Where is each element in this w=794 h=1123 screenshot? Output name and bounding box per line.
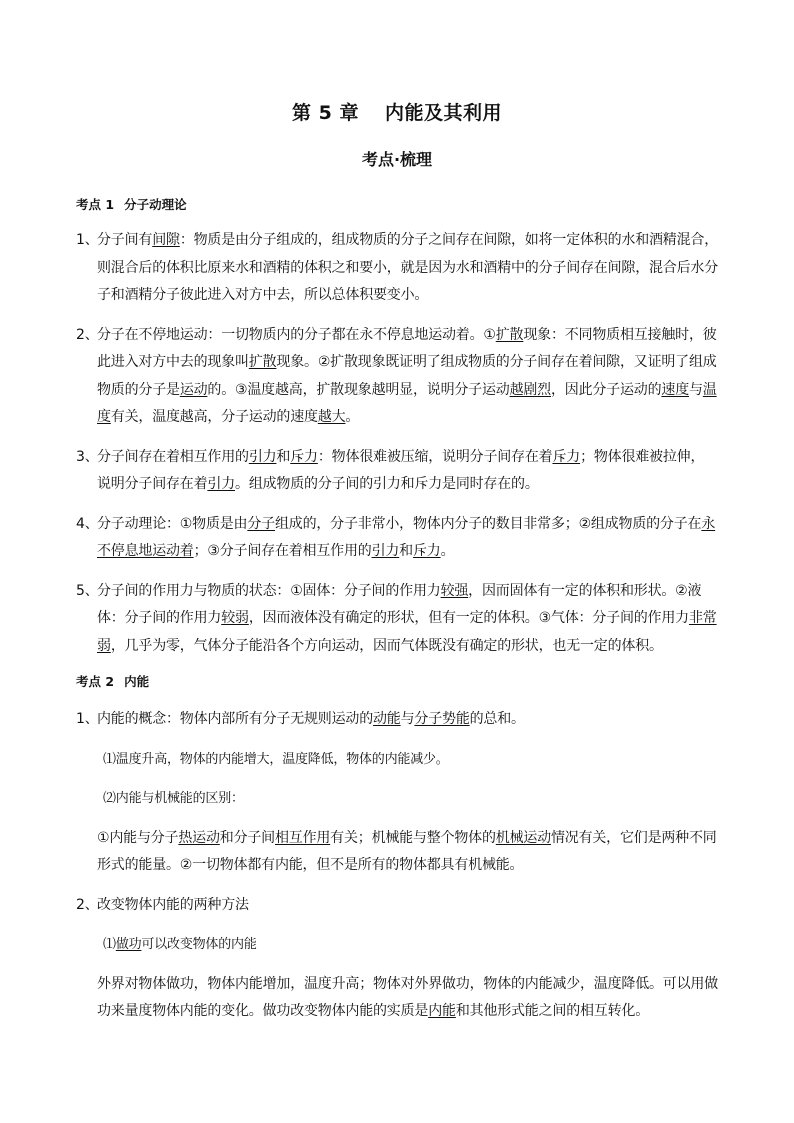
kd2-sub-1: ⑴温度升高，物体的内能增大，温度降低，物体的内能减少。: [103, 751, 449, 767]
key-term: 越剧烈: [509, 381, 551, 398]
text-run: 分子间有: [97, 232, 153, 248]
text-run: 组成的，分子非常小，物体内分子的数目非常多；②组成物质的分子在: [274, 515, 702, 532]
text-run: 分子在不停地运动：一切物质内的分子都在永不停息地运动着。①: [97, 326, 496, 343]
text-run: 与: [400, 711, 415, 727]
text-run: 可以改变物体的内能: [141, 937, 257, 952]
kaodian-1-title: 分子动理论: [124, 197, 187, 212]
key-term: 速度: [661, 381, 689, 398]
text-run: ①内能与分子: [97, 829, 179, 846]
key-term: 非常弱: [97, 610, 717, 654]
key-term: 扩散: [495, 326, 524, 343]
text-run: 和: [399, 543, 413, 559]
key-term: 引力: [248, 448, 277, 465]
text-run: ，几乎为零，气体分子能沿各个方向运动，因而气体既没有确定的形状，也无一定的体积。: [110, 637, 663, 654]
kd2-item-2: [76, 892, 718, 920]
key-term: 做功: [115, 937, 142, 952]
kd2-sub-5: [76, 971, 718, 1026]
key-term: 斥力: [290, 448, 318, 465]
text-run: 。: [440, 543, 455, 559]
text-run: 的。③温度越高，扩散现象越明显，说明分子运动: [207, 381, 510, 398]
text-run: ：物质是由分子组成的，组成物质的分子之间存在间隙，如将一定体积的水和酒精混合，则混合后的体积比原来水和酒精的体积之和要小，就是因为水和酒精中的分子间存在间隙，混合后水分子和酒精分子彼此进入对方中去，所以总体积要变小。: [97, 232, 719, 303]
kd1-item-4: [76, 511, 718, 566]
text-run: ⑴: [103, 937, 116, 952]
kd1-item-1: [76, 227, 718, 310]
key-term: 较弱: [221, 610, 249, 626]
text-run: 与: [689, 381, 703, 398]
kd1-item-5: [76, 578, 718, 661]
text-run: 和分子间: [219, 829, 275, 846]
item-number: 1、: [76, 711, 99, 727]
text-run: 。: [345, 409, 360, 425]
key-term: 永不停息地运动着: [97, 515, 716, 559]
key-term: 内能: [428, 1003, 456, 1019]
chapter-name: 内能及其利用: [384, 102, 502, 124]
text-run: 。组成物质的分子间的引力和斥力是同时存在的。: [235, 476, 539, 492]
key-term: 机械运动: [495, 829, 551, 846]
text-run: 现象。②扩散现象既证明了组成物质的分子间存在着间隙，又证明了组成物质的分子是: [97, 354, 717, 398]
text-run: 外界对物体做功，物体内能增加，温度升高；物体对外界做功，物体的内能减少，温度降低。可以用做功来量度物体内能的变化。做功改变物体内能的实质是: [97, 975, 718, 1019]
kd1-item-3: [76, 444, 718, 499]
text-run: ，因而固体有一定的体积和形状。②液体：分子间的作用力: [97, 582, 702, 626]
text-run: 现象：不同物质相互接触时，彼此进入对方中去的现象叫: [97, 326, 717, 370]
text-run: 分子间存在着相互作用的: [97, 448, 249, 465]
section-title: 考点·梳理: [361, 150, 433, 169]
text-run: 分子动理论：①物质是由: [97, 515, 248, 532]
item-number: 4、: [76, 515, 99, 532]
text-run: 的总和。: [469, 711, 525, 727]
text-run: ；物体很难被拉伸，说明分子间存在着: [97, 448, 705, 492]
key-term: 越大: [317, 409, 346, 425]
item-number: 3、: [76, 448, 99, 465]
key-term: 较强: [440, 582, 469, 599]
text-run: 有关，温度越高，分子运动的速度: [110, 409, 318, 425]
text-run: 内能的概念：物体内部所有分子无规则运动的: [97, 711, 373, 727]
kd1-item-2: [76, 322, 718, 432]
kaodian-1-heading: [76, 195, 718, 215]
kd2-sub-4: [76, 931, 718, 959]
kaodian-2-label: 考点 2: [76, 674, 115, 689]
text-run: 改变物体内能的两种方法: [97, 896, 249, 913]
key-term: 相互作用: [274, 829, 331, 846]
item-number: 2、: [76, 896, 99, 913]
text-run: ，因而液体没有确定的形状，但有一定的体积。③气体：分子间的作用力: [248, 610, 689, 626]
item-number: 5、: [76, 582, 99, 599]
key-term: 温度: [97, 381, 717, 425]
text-run: 和: [276, 448, 291, 465]
key-term: 动能: [373, 711, 401, 727]
key-term: 分子: [247, 515, 275, 532]
text-run: ，因此分子运动的: [550, 381, 662, 398]
kaodian-1-label: 考点 1: [76, 197, 115, 212]
key-term: 斥力: [552, 448, 581, 465]
key-term: 斥力: [412, 543, 441, 559]
chapter-title: [76, 0, 718, 125]
item-number: 2、: [76, 326, 99, 343]
item-number: 1、: [76, 232, 99, 248]
text-run: 分子间的作用力与物质的状态：①固体：分子间的作用力: [97, 582, 441, 599]
text-run: 和其他形式能之间的相互转化。: [455, 1003, 650, 1019]
key-term: 间隙: [152, 232, 180, 248]
kaodian-2-title: 内能: [124, 674, 150, 689]
text-run: ；③分子间存在着相互作用的: [193, 543, 372, 559]
chapter-number: 第 5 章: [292, 102, 359, 124]
key-term: 热运动: [178, 829, 220, 846]
kd2-sub-3: [76, 825, 718, 880]
kd2-sub-2: ⑵内能与机械能的区别：: [103, 791, 244, 806]
kaodian-2-heading: [76, 672, 718, 692]
kd2-item-1: [76, 706, 718, 734]
key-term: 运动: [179, 381, 208, 398]
text-run: ：物体很难被压缩，说明分子间存在着: [317, 448, 553, 465]
key-term: 引力: [207, 476, 236, 492]
text-run: 情况有关，它们是两种不同形式的能量。②一切物体都有内能，但不是所有的物体都具有机械能。: [97, 829, 717, 873]
text-run: 有关；机械能与整个物体的: [330, 829, 496, 846]
key-term: 分子势能: [414, 711, 470, 727]
key-term: 引力: [371, 543, 400, 559]
key-term: 扩散: [248, 354, 277, 370]
